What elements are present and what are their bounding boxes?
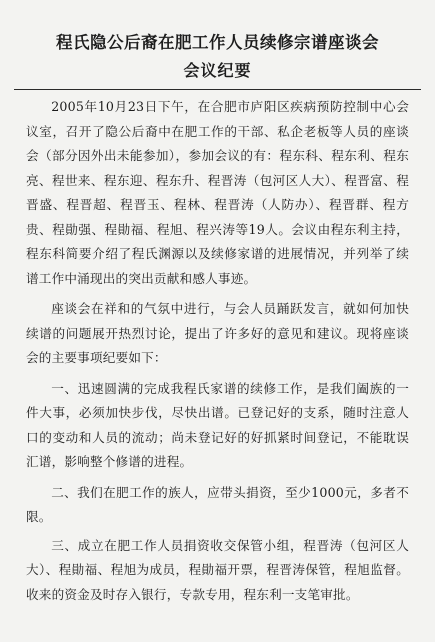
paragraph-meeting-intro: 2005年10月23日下午，在合肥市庐阳区疾病预防控制中心会议室，召开了隐公后裔中在肥工作的干部、私企老板等人员的座谈会（部分因外出未能参加），参加会议的有：程东科、程东利、程东亮、程世来、程东迎、程东升、程晋涛（包河区人大）、程晋富、程晋盛、程晋超、程晋玉、程林、程晋涛（人防办）、程晋群、程方贵、程勛强、程勛福、程旭、程兴涛等19人。会议由程东利主持，程东科简要介绍了程氏渊源以及续修家谱的进展情况，并列举了续谱工作中涌现出的突出贡献和感人事迹。	[26, 99, 409, 286]
paragraph-item-two: 二、我们在肥工作的族人，应带头捐资，至少1000元，多者不限。	[26, 484, 409, 524]
document-body	[26, 95, 409, 607]
document-title: 程氏隐公后裔在肥工作人员续修宗谱座谈会	[56, 33, 379, 52]
paragraph-item-three: 三、成立在肥工作人员捐资收交保管小组，程晋涛（包河区人大）、程勛福、程旭为成员，程勛福开票，程晋涛保管，程旭监督。收来的资金及时存入银行，专款专用，程东利一支笔审批。	[26, 537, 409, 602]
paragraph-discussion: 座谈会在祥和的气氛中进行，与会人员踊跃发言，就如何加快续谱的问题展开热烈讨论，提出了许多好的意见和建议。现将座谈会的主要事项纪要如下：	[26, 301, 409, 365]
document-subtitle: 会议纪要	[183, 61, 252, 80]
paragraph-item-one: 一、迅速圆满的完成我程氏家谱的续修工作，是我们阖族的一件大事，必须加快步伐，尽快出谱。已登记好的支系，随时注意人口的变动和人员的流动；尚未登记好的好抓紧时间登记，不能耽误汇谱，影响整个修谱的进程。	[26, 380, 409, 469]
title-divider	[14, 89, 421, 90]
